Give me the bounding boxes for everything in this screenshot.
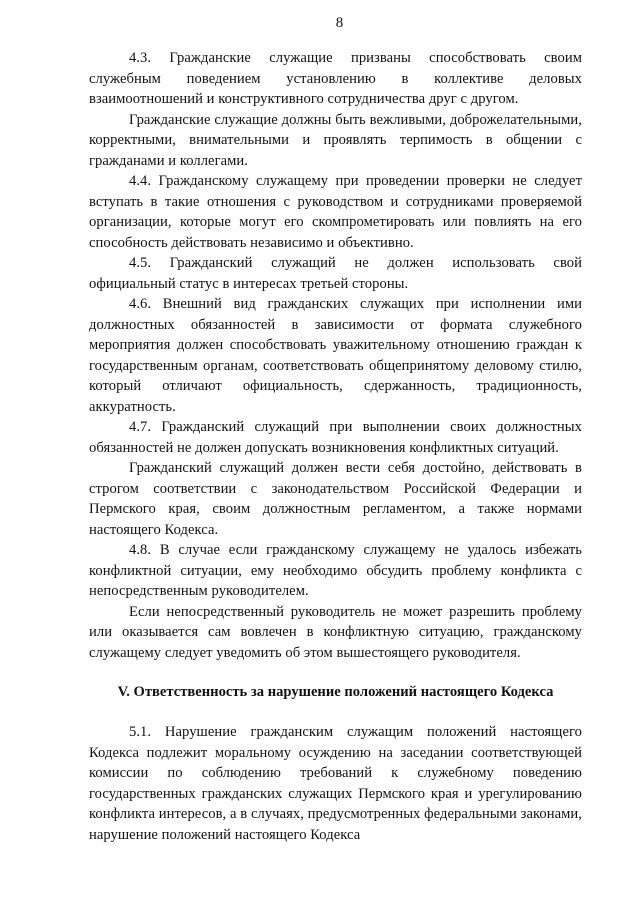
paragraph-4-7: 4.7. Гражданский служащий при выполнении своих должностных обязанностей не должен допускать возникновения конфликтных ситуаций. [89,419,582,456]
page-number: 8 [335,15,344,31]
paragraph-4-3-continued: Гражданские служащие должны быть вежливыми, доброжелательными, корректными, внимательными и проявлять терпимость в общении с гражданами и коллегами. [89,111,582,169]
paragraph-4-8-continued: Если непосредственный руководитель не может разрешить проблему или оказывается сам вовлечен в конфликтную ситуацию, гражданскому служащему следует уведомить об этом вышестоящего руководителя. [89,603,582,661]
paragraph-4-8: 4.8. В случае если гражданскому служащему не удалось избежать конфликтной ситуации, ему необходимо обсудить проблему конфликта с непосредственным руководителем. [89,542,582,599]
paragraph-4-6: 4.6. Внешний вид гражданских служащих при исполнении ими должностных обязанностей в зависимости от формата служебного мероприятия должен способствовать уважительному отношению граждан к государственным органам, соответствовать общепринятому деловому стилю, который отличают официальность, сдержанность, традиционность, аккуратность. [89,296,582,415]
paragraph-4-3: 4.3. Гражданские служащие призваны способствовать своим служебным поведением установлению в коллективе деловых взаимоотношений и конструктивного сотрудничества друг с другом. [89,50,582,107]
paragraph-4-5: 4.5. Гражданский служащий не должен использовать свой официальный статус в интересах третьей стороны. [89,255,582,292]
paragraph-5-1: 5.1. Нарушение гражданским служащим положений настоящего Кодекса подлежит моральному осуждению на заседании соответствующей комиссии по соблюдению требований к служебному поведению государственных гражданских служащих Пермского края и урегулированию конфликта интересов, а в случаях, предусмотренных федеральными законами, нарушение положений настоящего Кодекса [89,724,582,843]
paragraph-4-4: 4.4. Гражданскому служащему при проведении проверки не следует вступать в такие отношения с руководством и сотрудниками проверяемой организации, которые могут его скомпрометировать или повлиять на его способность действовать независимо и объективно. [89,173,582,251]
section-heading: V. Ответственность за нарушение положений настоящего Кодекса [117,684,554,700]
document-page [89,14,582,845]
paragraph-4-7-continued: Гражданский служащий должен вести себя достойно, действовать в строгом соответствии с законодательством Российской Федерации и Пермского края, своим должностным регламентом, а также нормами настоящего Кодекса. [89,460,582,538]
